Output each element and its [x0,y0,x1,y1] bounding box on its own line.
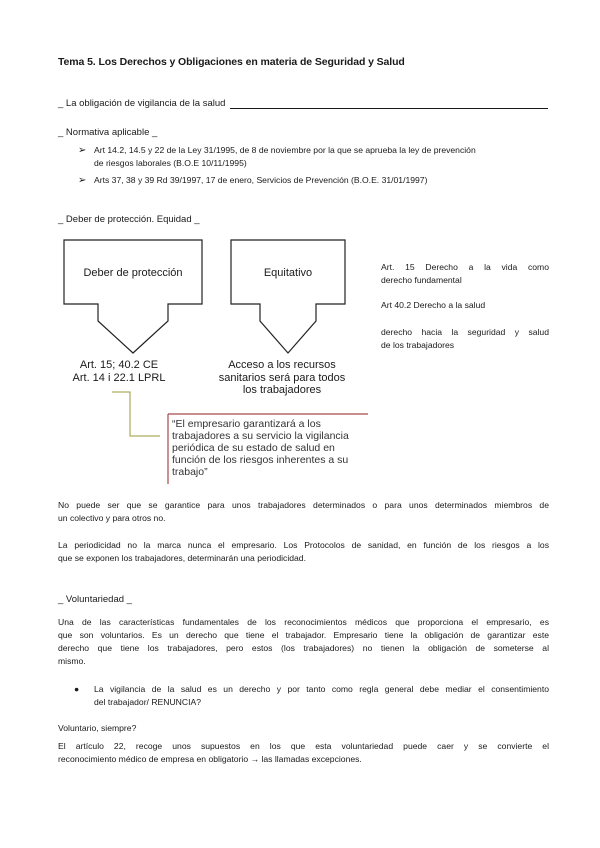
paragraph-line: un colectivo y para otros no. [58,513,166,523]
paragraph-line: que son voluntarios. Es un derecho que tiene el trabajador. Empresario tiene la obligación de garantizar este [58,630,549,640]
normativa-heading: _ Normativa aplicable _ [58,127,158,138]
quote-line: trabajadores a su servicio la vigilancia [172,430,349,442]
quote-box [172,418,372,478]
down-arrow-shape-1 [64,240,202,353]
normativa-item-1 [94,144,549,169]
paragraph-equidad [58,499,549,525]
arrow-bullet-icon: ➢ [78,145,87,156]
dot-bullet-icon: ● [74,684,80,694]
side-note-1 [381,261,549,287]
section-vigilancia-label: _ La obligación de vigilancia de la salud [58,98,229,109]
side-note-line: de los trabajadores [381,340,455,350]
paragraph-line: Una de las características fundamentales de los reconocimientos médicos que proporciona el empresario, es [58,617,549,627]
paragraph-line: reconocimiento médico de empresa en obligatorio → las llamadas excepciones. [58,754,362,764]
caption-acceso-line: sanitarios será para todos [218,371,346,384]
caption-articulos [60,359,178,384]
quote-line: función de los riesgos inherentes a su [172,454,349,466]
normativa-item-1-line2: de riesgos laborales (B.O.E 10/11/1995) [94,157,247,168]
paragraph-line: que se exponen los trabajadores, determinarán una periodicidad. [58,553,306,563]
heading-underline [230,99,548,109]
bullet-line: La vigilancia de la salud es un derecho y por tanto como regla general debe mediar el consentimiento [94,684,549,694]
bullet-line: del trabajador/ RENUNCIA? [94,697,201,707]
normativa-bullet-1 [78,144,86,158]
question-voluntario: Voluntario, siempre? [58,723,137,733]
page-title: Tema 5. Los Derechos y Obligaciones en materia de Seguridad y Salud [58,56,405,68]
caption-articulos-line: Art. 15; 40.2 CE [79,359,159,371]
voluntariedad-heading: _ Voluntariedad _ [58,594,132,605]
deber-heading: _ Deber de protección. Equidad _ [58,214,200,225]
normativa-item-1-line1: Art 14.2, 14.5 y 22 de la Ley 31/1995, de 8 de noviembre por la que se aprueba la ley de prevención [94,145,476,155]
paragraph-line: derecho que tiene los trabajadores, pero estos (los trabajadores) no tienen la obligación de someterse al [58,643,549,653]
normativa-bullet-2 [78,174,86,188]
paragraph-line: El artículo 22, recoge unos supuestos en los que esta voluntariedad puede caer y se convierte el [58,741,549,751]
paragraph-periodicidad [58,539,549,565]
paragraph-line: La periodicidad no la marca nunca el empresario. Los Protocolos de sanidad, en función de los riesgos a los [58,540,549,550]
bullet-consentimiento [94,683,549,709]
quote-line: trabajo” [172,466,208,478]
paragraph-line: mismo. [58,656,86,666]
side-note-line: derecho fundamental [381,275,462,285]
box-equitativo-label: Equitativo [263,267,313,279]
side-note-3 [381,326,549,352]
down-arrow-shape-2 [231,240,345,353]
caption-articulos-line: Art. 14 i 22.1 LPRL [72,371,166,384]
caption-acceso-line: los trabajadores [242,384,322,396]
paragraph-line: No puede ser que se garantice para unos trabajadores determinados o para unos determinados miembros de [58,500,549,510]
arrow-bullet-icon: ➢ [78,175,87,186]
normativa-item-2: Arts 37, 38 y 39 Rd 39/1997, 17 de enero, Servicios de Prevención (B.O.E. 31/01/1997) [94,175,428,185]
paragraph-voluntarios [58,616,549,668]
paragraph-excepciones [58,740,549,766]
section-vigilancia-heading [58,98,548,109]
caption-acceso-line: Acceso a los recursos [228,359,336,371]
side-note-line: Art. 15 Derecho a la vida como [381,262,549,272]
diagram-arrows [55,236,375,356]
side-note-line: derecho hacia la seguridad y salud [381,327,549,337]
quote-line: periódica de su estado de salud en [172,442,335,454]
box-deber-label: Deber de protección [83,267,183,279]
side-note-2: Art 40.2 Derecho a la salud [381,300,486,310]
quote-line: “El empresario garantizará a los [172,418,321,430]
connector-line [112,392,160,436]
